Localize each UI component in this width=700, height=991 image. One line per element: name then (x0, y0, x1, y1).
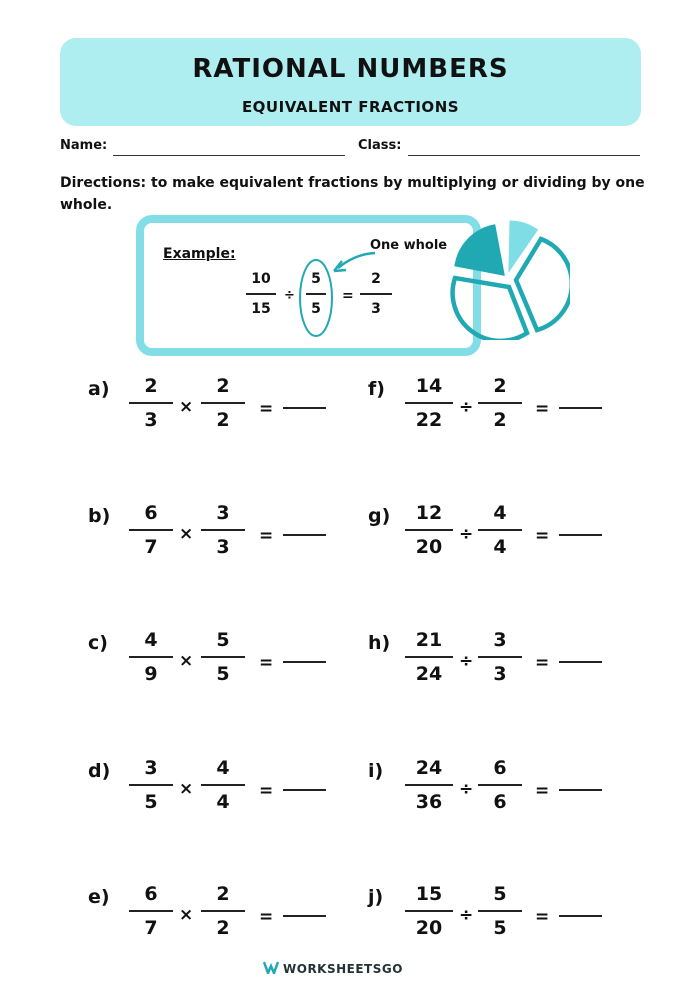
operator-sign: ÷ (459, 779, 474, 799)
fraction-bar (405, 402, 453, 404)
problem-fraction-1 (129, 757, 173, 813)
example-answer-denominator: 3 (371, 300, 381, 317)
fraction-bar (478, 656, 522, 658)
operator-sign: ÷ (459, 524, 474, 544)
example-equals-sign: = (342, 288, 354, 304)
page-title: RATIONAL NUMBERS (192, 54, 509, 84)
problem-label: i) (368, 760, 384, 782)
denominator: 6 (493, 790, 507, 813)
example-divide-sign: ÷ (284, 288, 295, 303)
numerator: 24 (415, 757, 443, 779)
problem-label: b) (88, 505, 111, 527)
numerator: 5 (493, 883, 507, 905)
equals-sign: = (259, 399, 274, 419)
footer-brand: WORKSHEETSGO (283, 962, 403, 976)
pie-chart-icon (448, 218, 570, 340)
numerator: 3 (144, 757, 158, 779)
equals-sign: = (535, 907, 550, 927)
operator-sign: × (179, 905, 194, 925)
fraction-bar (405, 784, 453, 786)
numerator: 3 (216, 502, 230, 524)
fraction-bar (129, 529, 173, 531)
equals-sign: = (535, 781, 550, 801)
numerator: 21 (415, 629, 443, 651)
problem-label: d) (88, 760, 111, 782)
denominator: 36 (415, 790, 443, 813)
denominator: 5 (493, 916, 507, 939)
fraction-bar (201, 784, 245, 786)
denominator: 4 (216, 790, 230, 813)
operator-sign: × (179, 651, 194, 671)
numerator: 5 (216, 629, 230, 651)
problem-fraction-1 (405, 375, 453, 431)
denominator: 24 (415, 662, 443, 685)
fraction-bar (405, 656, 453, 658)
example-answer-fraction (360, 271, 392, 317)
class-label: Class: (358, 138, 402, 153)
numerator: 4 (493, 502, 507, 524)
equals-sign: = (259, 526, 274, 546)
problem-fraction-2 (201, 502, 245, 558)
numerator: 2 (216, 883, 230, 905)
operator-sign: × (179, 524, 194, 544)
numerator: 6 (144, 502, 158, 524)
fraction-bar (201, 529, 245, 531)
equals-sign: = (535, 653, 550, 673)
problem-fraction-1 (129, 375, 173, 431)
operator-sign: × (179, 779, 194, 799)
fraction-bar (405, 910, 453, 912)
page-subtitle: EQUIVALENT FRACTIONS (241, 98, 460, 116)
answer-blank[interactable] (559, 407, 602, 409)
problem-fraction-1 (129, 629, 173, 685)
fraction-bar (201, 402, 245, 404)
denominator: 4 (493, 535, 507, 558)
operator-sign: ÷ (459, 905, 474, 925)
example-label: Example: (163, 246, 236, 262)
example-denominator-1: 15 (251, 300, 271, 317)
problem-label: g) (368, 505, 391, 527)
example-fraction-2 (306, 271, 326, 317)
operator-sign: × (179, 397, 194, 417)
name-label: Name: (60, 138, 108, 153)
problem-label: h) (368, 632, 391, 654)
denominator: 5 (144, 790, 158, 813)
problem-fraction-2 (201, 757, 245, 813)
problem-fraction-1 (405, 502, 453, 558)
numerator: 2 (144, 375, 158, 397)
numerator: 15 (415, 883, 443, 905)
denominator: 2 (493, 408, 507, 431)
example-fraction-1 (246, 271, 276, 317)
denominator: 2 (216, 408, 230, 431)
problem-fraction-2 (201, 375, 245, 431)
fraction-bar (201, 656, 245, 658)
numerator: 14 (415, 375, 443, 397)
answer-blank[interactable] (559, 534, 602, 536)
problem-fraction-2 (478, 883, 522, 939)
denominator: 2 (216, 916, 230, 939)
directions-text: Directions: to make equivalent fractions by multiplying or dividing by one whole. (60, 175, 645, 213)
operator-sign: ÷ (459, 397, 474, 417)
problem-label: f) (368, 378, 385, 400)
problem-fraction-2 (478, 629, 522, 685)
answer-blank[interactable] (283, 407, 326, 409)
fraction-bar (129, 656, 173, 658)
equals-sign: = (259, 653, 274, 673)
numerator: 6 (493, 757, 507, 779)
fraction-bar (360, 293, 392, 295)
numerator: 2 (216, 375, 230, 397)
numerator: 4 (144, 629, 158, 651)
answer-blank[interactable] (559, 661, 602, 663)
problem-fraction-2 (478, 757, 522, 813)
answer-blank[interactable] (283, 789, 326, 791)
problem-fraction-1 (129, 502, 173, 558)
fraction-bar (129, 402, 173, 404)
problem-fraction-1 (129, 883, 173, 939)
answer-blank[interactable] (283, 915, 326, 917)
title-banner (60, 38, 641, 126)
worksheetsgo-logo-icon (263, 961, 279, 974)
denominator: 9 (144, 662, 158, 685)
numerator: 4 (216, 757, 230, 779)
problem-label: j) (368, 886, 384, 908)
fraction-bar (129, 910, 173, 912)
denominator: 7 (144, 535, 158, 558)
problem-fraction-2 (478, 375, 522, 431)
answer-blank[interactable] (559, 915, 602, 917)
numerator: 2 (493, 375, 507, 397)
name-line[interactable] (113, 155, 345, 156)
fraction-bar (478, 910, 522, 912)
denominator: 20 (415, 535, 443, 558)
numerator: 12 (415, 502, 443, 524)
example-numerator-2: 5 (311, 271, 321, 287)
denominator: 3 (493, 662, 507, 685)
equals-sign: = (535, 526, 550, 546)
example-denominator-2: 5 (311, 300, 321, 317)
numerator: 6 (144, 883, 158, 905)
denominator: 3 (216, 535, 230, 558)
fraction-bar (478, 402, 522, 404)
fraction-bar (478, 784, 522, 786)
callout-arrow-icon (330, 250, 380, 275)
one-whole-callout: One whole (370, 238, 448, 253)
equals-sign: = (259, 907, 274, 927)
problem-label: a) (88, 378, 110, 400)
problem-fraction-2 (201, 629, 245, 685)
problem-fraction-1 (405, 629, 453, 685)
example-numerator-1: 10 (251, 271, 271, 287)
fraction-bar (478, 529, 522, 531)
answer-blank[interactable] (559, 789, 602, 791)
class-line[interactable] (408, 155, 640, 156)
problem-fraction-1 (405, 757, 453, 813)
fraction-bar (129, 784, 173, 786)
fraction-bar (201, 910, 245, 912)
problem-label: e) (88, 886, 110, 908)
equals-sign: = (535, 399, 550, 419)
example-answer-numerator: 2 (371, 271, 381, 287)
problem-label: c) (88, 632, 108, 654)
problem-fraction-1 (405, 883, 453, 939)
problem-fraction-2 (201, 883, 245, 939)
numerator: 3 (493, 629, 507, 651)
denominator: 5 (216, 662, 230, 685)
answer-blank[interactable] (283, 661, 326, 663)
denominator: 3 (144, 408, 158, 431)
equals-sign: = (259, 781, 274, 801)
fraction-bar (306, 293, 326, 295)
fraction-bar (246, 293, 276, 295)
problem-fraction-2 (478, 502, 522, 558)
fraction-bar (405, 529, 453, 531)
answer-blank[interactable] (283, 534, 326, 536)
denominator: 22 (415, 408, 443, 431)
denominator: 20 (415, 916, 443, 939)
denominator: 7 (144, 916, 158, 939)
operator-sign: ÷ (459, 651, 474, 671)
